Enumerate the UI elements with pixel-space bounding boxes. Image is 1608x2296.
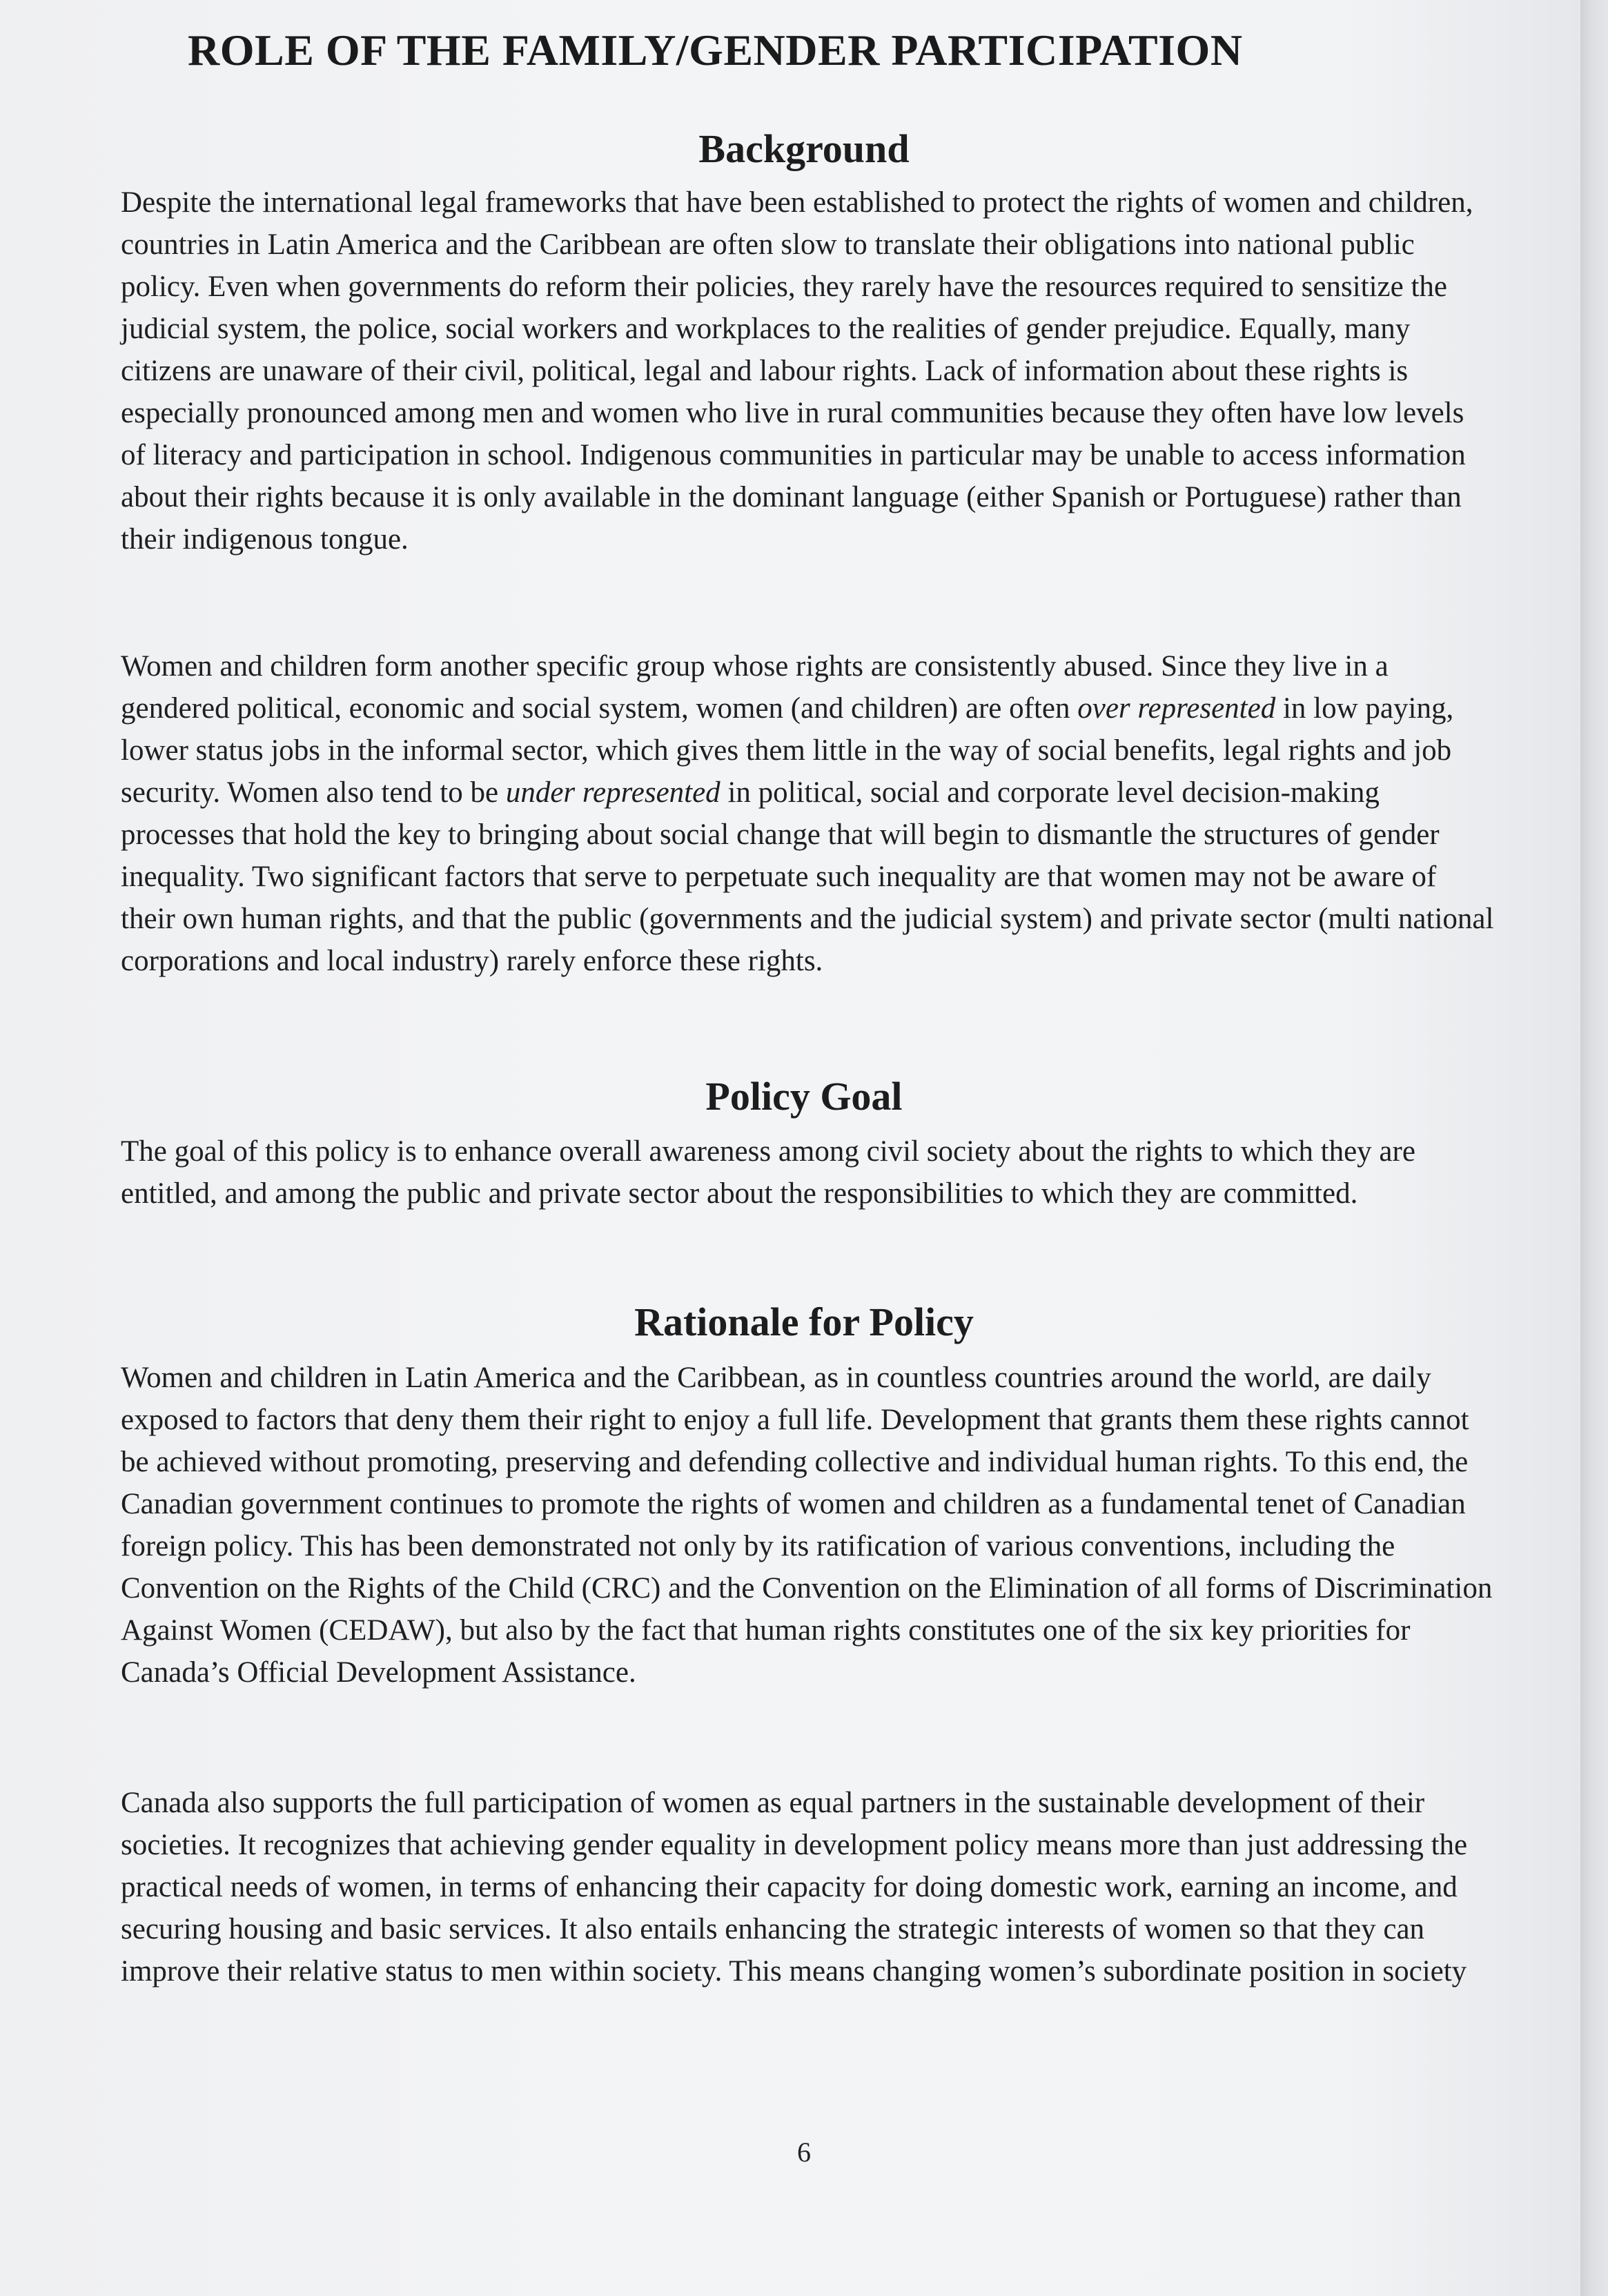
over-represented-emphasis: over represented [1077, 692, 1276, 725]
background-paragraph-2-part-b: in low paying, lower status jobs in the informal sector, which gives them little in the way of social benefits, legal rights and job security. Women also tend to be [121, 692, 1454, 809]
page-number: 6 [797, 2137, 811, 2168]
page-edge-shadow [1580, 0, 1608, 2296]
background-heading: Background [698, 126, 910, 171]
under-represented-emphasis: under represented [505, 776, 720, 809]
background-paragraph-1: Despite the international legal frameworks that have been established to protect the rights of women and children, countries in Latin America and the Caribbean are often slow to translate their obligations into national public policy. Even when governments do reform their policies, they rarely have the resources required to sensitize the judicial system, the police, social workers and workplaces to the realities of gender prejudice. Equally, many citizens are unaware of their civil, political, legal and labour rights. Lack of information about these rights is especially pronounced among men and women who live in rural communities because they often have low levels of literacy and participation in school. Indigenous communities in particular may be unable to access information about their rights because it is only available in the dominant language (either Spanish or Portuguese) rather than their indigenous tongue. [121, 186, 1473, 556]
rationale-paragraph-2: Canada also supports the full participation of women as equal partners in the sustainable development of their societies. It recognizes that achieving gender equality in development policy means more than just addressing the practical needs of women, in terms of enhancing their capacity for doing domestic work, earning an income, and securing housing and basic services. It also entails enhancing the strategic interests of women so that they can improve their relative status to men within society. This means changing women’s subordinate position in society [121, 1787, 1468, 1988]
rationale-heading: Rationale for Policy [634, 1299, 974, 1344]
policy-goal-heading: Policy Goal [705, 1074, 903, 1119]
background-paragraph-2 [121, 645, 1494, 982]
background-paragraph-2-part-c: in political, social and corporate level decision-making processes that hold the key to bringing about social change that will begin to dismantle the structures of gender inequality. Two significant factors that serve to perpetuate such inequality are that women may not be aware of their own human rights, and that the public (governments and the judicial system) and private sector (multi national corporations and local industry) rarely enforce these rights. [121, 776, 1494, 977]
background-paragraph-2-part-a: Women and children form another specific group whose rights are consistently abused. Since they live in a gendered political, economic and social system, women (and children) are often [121, 650, 1389, 725]
policy-goal-paragraph: The goal of this policy is to enhance overall awareness among civil society about the rights to which they are entitled, and among the public and private sector about the responsibilities to which they are committed. [121, 1135, 1415, 1210]
rationale-paragraph-1: Women and children in Latin America and the Caribbean, as in countless countries around the world, are daily exposed to factors that deny them their right to enjoy a full life. Development that grants them these rights cannot be achieved without promoting, preserving and defending collective and individual human rights. To this end, the Canadian government continues to promote the rights of women and children as a fundamental tenet of Canadian foreign policy. This has been demonstrated not only by its ratification of various conventions, including the Convention on the Rights of the Child (CRC) and the Convention on the Elimination of all forms of Discrimination Against Women (CEDAW), but also by the fact that human rights constitutes one of the six key priorities for Canada’s Official Development Assistance. [121, 1362, 1493, 1689]
page-title: ROLE OF THE FAMILY/GENDER PARTICIPATION [188, 26, 1243, 75]
